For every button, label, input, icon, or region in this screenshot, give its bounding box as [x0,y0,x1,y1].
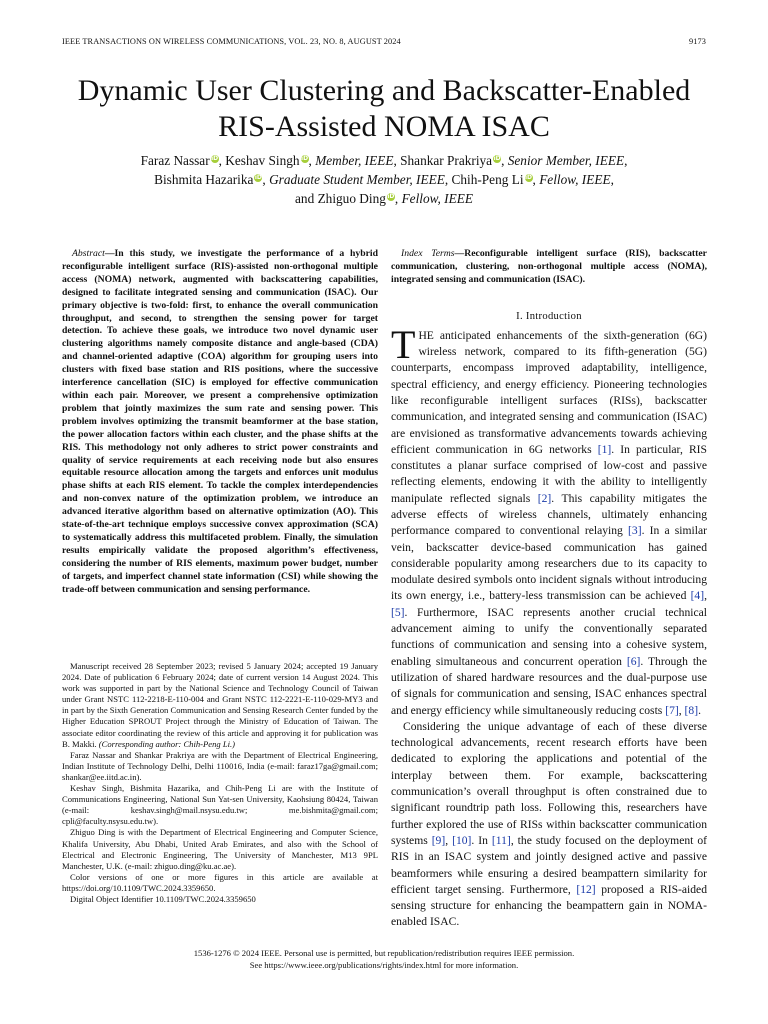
citation-link[interactable]: [3] [628,524,642,538]
title-line-1: Dynamic User Clustering and Backscatter-Enabled [77,74,691,107]
corresponding-author: (Corresponding author: Chih-Peng Li.) [98,738,236,749]
footnote-doi: Digital Object Identifier 10.1109/TWC.2024.3359650 [70,893,256,904]
citation-link[interactable]: [8] [684,703,699,717]
author-list [60,151,708,208]
footnote-affiliation-3: Zhiguo Ding is with the Department of Electrical Engineering and Computer Science, Khalifa University, Abu Dhabi, United Arab Emirates, and also with the School of Electrical and Electronic Engineering, The University of Manchester, M13 9PL Manchester, U.K. (e-mail: zhiguo.ding@ku.ac.ae). [62,827,378,871]
citation-link[interactable]: [7] [665,703,679,717]
paragraph-text: . In [471,833,492,847]
citation-link[interactable]: [5] [391,605,405,619]
abstract-label: Abstract [72,248,105,259]
author-conjunction: and [295,191,315,206]
citation-link[interactable]: [4] [690,589,705,603]
author-role: Fellow, IEEE [401,191,473,206]
title-line-2: RIS-Assisted NOMA ISAC [218,110,550,143]
copyright-line-2: See https://www.ieee.org/publications/rights/index.html for more information. [249,959,519,970]
author-line-2: Bishmita HazarikaiD, Graduate Student Member, IEEE, Chih-Peng LiiD, Fellow, IEEE, [154,172,614,187]
abstract [62,248,378,596]
footnote-color: Color versions of one or more figures in this article are available at https://doi.org/10.1109/TWC.2024.3359650. [62,871,378,893]
footnote-manuscript [62,661,378,750]
drop-cap: T [391,321,416,367]
page-number: 9173 [689,37,706,46]
citation-link[interactable]: [10] [452,833,472,847]
paragraph-text: . In particular, RIS constitutes a planar surface comprised of low-cost and passive reflecting elements, endowing it with the ability to intelligently manipulate reflected signals [391,442,707,505]
citation-separator: , [445,833,453,847]
citation-link[interactable]: [2] [537,491,552,505]
paragraph-text: . In a similar vein, backscatter device-based communication has gained considerable popularity among researchers due to its capacity to modulate desired symbols onto incident signals without introducing its own energy, i.e., battery-less transmission can be achieved [391,524,707,603]
intro-paragraph-1 [391,321,707,719]
footnote-text: Manuscript received 28 September 2023; revised 5 January 2024; accepted 19 January 2024. Date of publication 6 February 2024; date of current version 14 August 2024. This work was supported in part by the National Science and Technology Council of Taiwan under Grant NSTC 112-2218-E-110-004 and Grant NSTC 112-2221-E-110-029-MY3 and in part by the Sixth Generation Communication and Sensing Research Center funded by the Higher Education SPROUT Project through the Ministry of Education of Taiwan. The associate editor coordinating the review of this article and approving it for publication was B. Makki. [62,661,378,749]
abstract-dash: — [104,248,115,259]
citation-separator: , [704,589,707,603]
author-role: Senior Member, IEEE [507,153,625,168]
footnote-affiliation-1: Faraz Nassar and Shankar Prakriya are with the Department of Electrical Engineering, Indian Institute of Technology Delhi, Delhi 110016, India (e-mail: faraz17ga@gmail.com; shankar@ee.iitd.ac.in). [62,749,378,782]
intro-paragraph-2 [391,719,707,931]
author-name: Zhiguo Ding [317,191,386,206]
citation-separator: , [678,703,685,717]
orcid-icon[interactable]: iD [387,192,395,200]
author-name: Chih-Peng Li [451,172,524,187]
author-line-3: and Zhiguo DingiD, Fellow, IEEE [295,191,473,206]
right-column [391,248,707,931]
paragraph-text: proposed a RIS-aided sensing structure for enhancing the beampattern gain in NOMA-enabled ISAC. [391,882,707,929]
citation-link[interactable]: [11] [491,833,511,847]
author-role: Graduate Student Member, IEEE [269,172,445,187]
index-terms-text: Reconfigurable intelligent surface (RIS), backscatter communication, clustering, non-orthogonal multiple access (NOMA), integrated sensing and communication (ISAC). [391,248,707,285]
author-name: Shankar Prakriya [400,153,493,168]
index-terms [391,248,707,287]
author-name: Faraz Nassar [140,153,210,168]
index-terms-label: Index Terms [401,248,455,259]
paper-title [40,73,728,145]
paragraph-text: . Furthermore, ISAC represents another crucial technical advancement aiming to unify the conventionally separated functions of communication and sensing into a cohesive system, enabling simultaneous and concurrent operation [391,605,707,668]
footnote-affiliation-2: Keshav Singh, Bishmita Hazarika, and Chih-Peng Li are with the Institute of Communications Engineering, National Sun Yat-sen University, Kaohsiung 80424, Taiwan (e-mail: keshav.singh@mail.nsysu.edu.tw; me.bishmita@gmail.com; cpli@faculty.nsysu.edu.tw). [62,783,378,827]
citation-link[interactable]: [6] [626,654,641,668]
left-column [62,248,378,596]
section-heading-introduction: I. Introduction [516,310,582,322]
author-role: Member, IEEE [315,153,394,168]
paragraph-text: , the study focused on the deployment of RIS in an ISAC system and jointly designed active and passive beamformers while ensuring a desired beampattern similarity for efficient target sensing. Furthermore, [391,833,707,896]
citation-link[interactable]: [12] [576,882,596,896]
author-name: Keshav Singh [225,153,300,168]
index-terms-dash: — [454,248,465,259]
copyright-line-1: 1536-1276 © 2024 IEEE. Personal use is permitted, but republication/redistribution requires IEEE permission. [193,948,575,958]
running-header [62,37,706,46]
paragraph-text: . [698,703,701,717]
paragraph-text: . Through the utilization of shared hardware resources and the dual-purpose use of signals for communication and sensing, ISAC enhances spectral and energy efficiency while simultaneously reducing costs [391,654,707,717]
citation-link[interactable]: [9] [431,833,446,847]
orcid-icon[interactable]: iD [493,154,501,162]
footnotes [62,661,378,905]
copyright-notice [62,948,706,971]
orcid-icon[interactable]: iD [211,154,219,162]
citation-link[interactable]: [1] [597,442,612,456]
author-role: Fellow, IEEE [539,172,611,187]
paragraph-text: Considering the unique advantage of each of these diverse technological advancements, recent research efforts have been dedicated to exploring the applications and potential of the interplay between them. For example, backscattering communication’s overall throughput is often constrained due to significant roundtrip path loss. Following this, researchers have further explored the use of RISs within backscatter communication systems [391,719,707,847]
author-name: Bishmita Hazarika [154,172,254,187]
orcid-icon[interactable]: iD [254,173,262,181]
orcid-icon[interactable]: iD [525,173,533,181]
abstract-text: In this study, we investigate the performance of a hybrid reconfigurable intelligent surface (RIS)-assisted non-orthogonal multiple access (NOMA) network, augmented with backscattering capabilities, designed to facilitate integrated sensing and communication (ISAC). Our primary objective is two-fold: first, to enhance the overall communication throughput, and second, to strengthen the sensing power for target detection. To achieve these goals, we introduce two novel dynamic user clustering algorithms namely composite distance and angle-based (CDA) and channel-oriented adaptive (COA) algorithm for grouping users into clusters with fixed base station and RIS positions, where the successive interference cancellation (SIC) is employed for effective communication within each pair. Moreover, we present a comprehensive optimization problem that jointly maximizes the sum rate and sensing power. This problem involves optimizing the transmit beamformer at the base station, the power allocation factors within each cluster, and the phase shifts at the RIS. This methodology not only adheres to strict power constraints and quality of service requirements at each receiving node but also ensures equitable resource allocation among the targets and enforces unit modulus phase shifts at each RIS element. To tackle the complex interdependencies and non-convex nature of the optimization problem, we introduce an advanced iterative algorithm based on alternative optimization (AO). This state-of-the-art technique employs successive convex approximation (SCA) to systematically address this multifaceted problem. Finally, the simulation results empirically validate the proposed algorithm’s effectiveness, considering the number of RIS elements, maximum power budget, number of targets, and imperfect channel state information (CSI) while showing the trade-off between communication and sensing performance. [62,248,378,595]
paragraph-text: HE anticipated enhancements of the sixth-generation (6G) wireless network, compared to its fifth-generation (5G) counterparts, encompass improved adaptability, intelligence, spectral efficiency, and energy efficiency. Pioneering technologies like reconfigurable intelligent surfaces (RISs), backscatter communication, and integrated sensing and communication (ISAC) are envisioned as transformative advancements towards achieving efficient communication in 6G networks [391,328,707,456]
author-line-1: Faraz NassariD, Keshav SinghiD, Member, IEEE, Shankar PrakriyaiD, Senior Member, IEEE, [140,153,628,168]
journal-name: IEEE TRANSACTIONS ON WIRELESS COMMUNICATIONS, VOL. 23, NO. 8, AUGUST 2024 [62,37,401,46]
orcid-icon[interactable]: iD [301,154,309,162]
paragraph-text: . This capability mitigates the adverse effects of wireless channels, ultimately enhancing performance compared to conventional relaying [391,491,707,538]
